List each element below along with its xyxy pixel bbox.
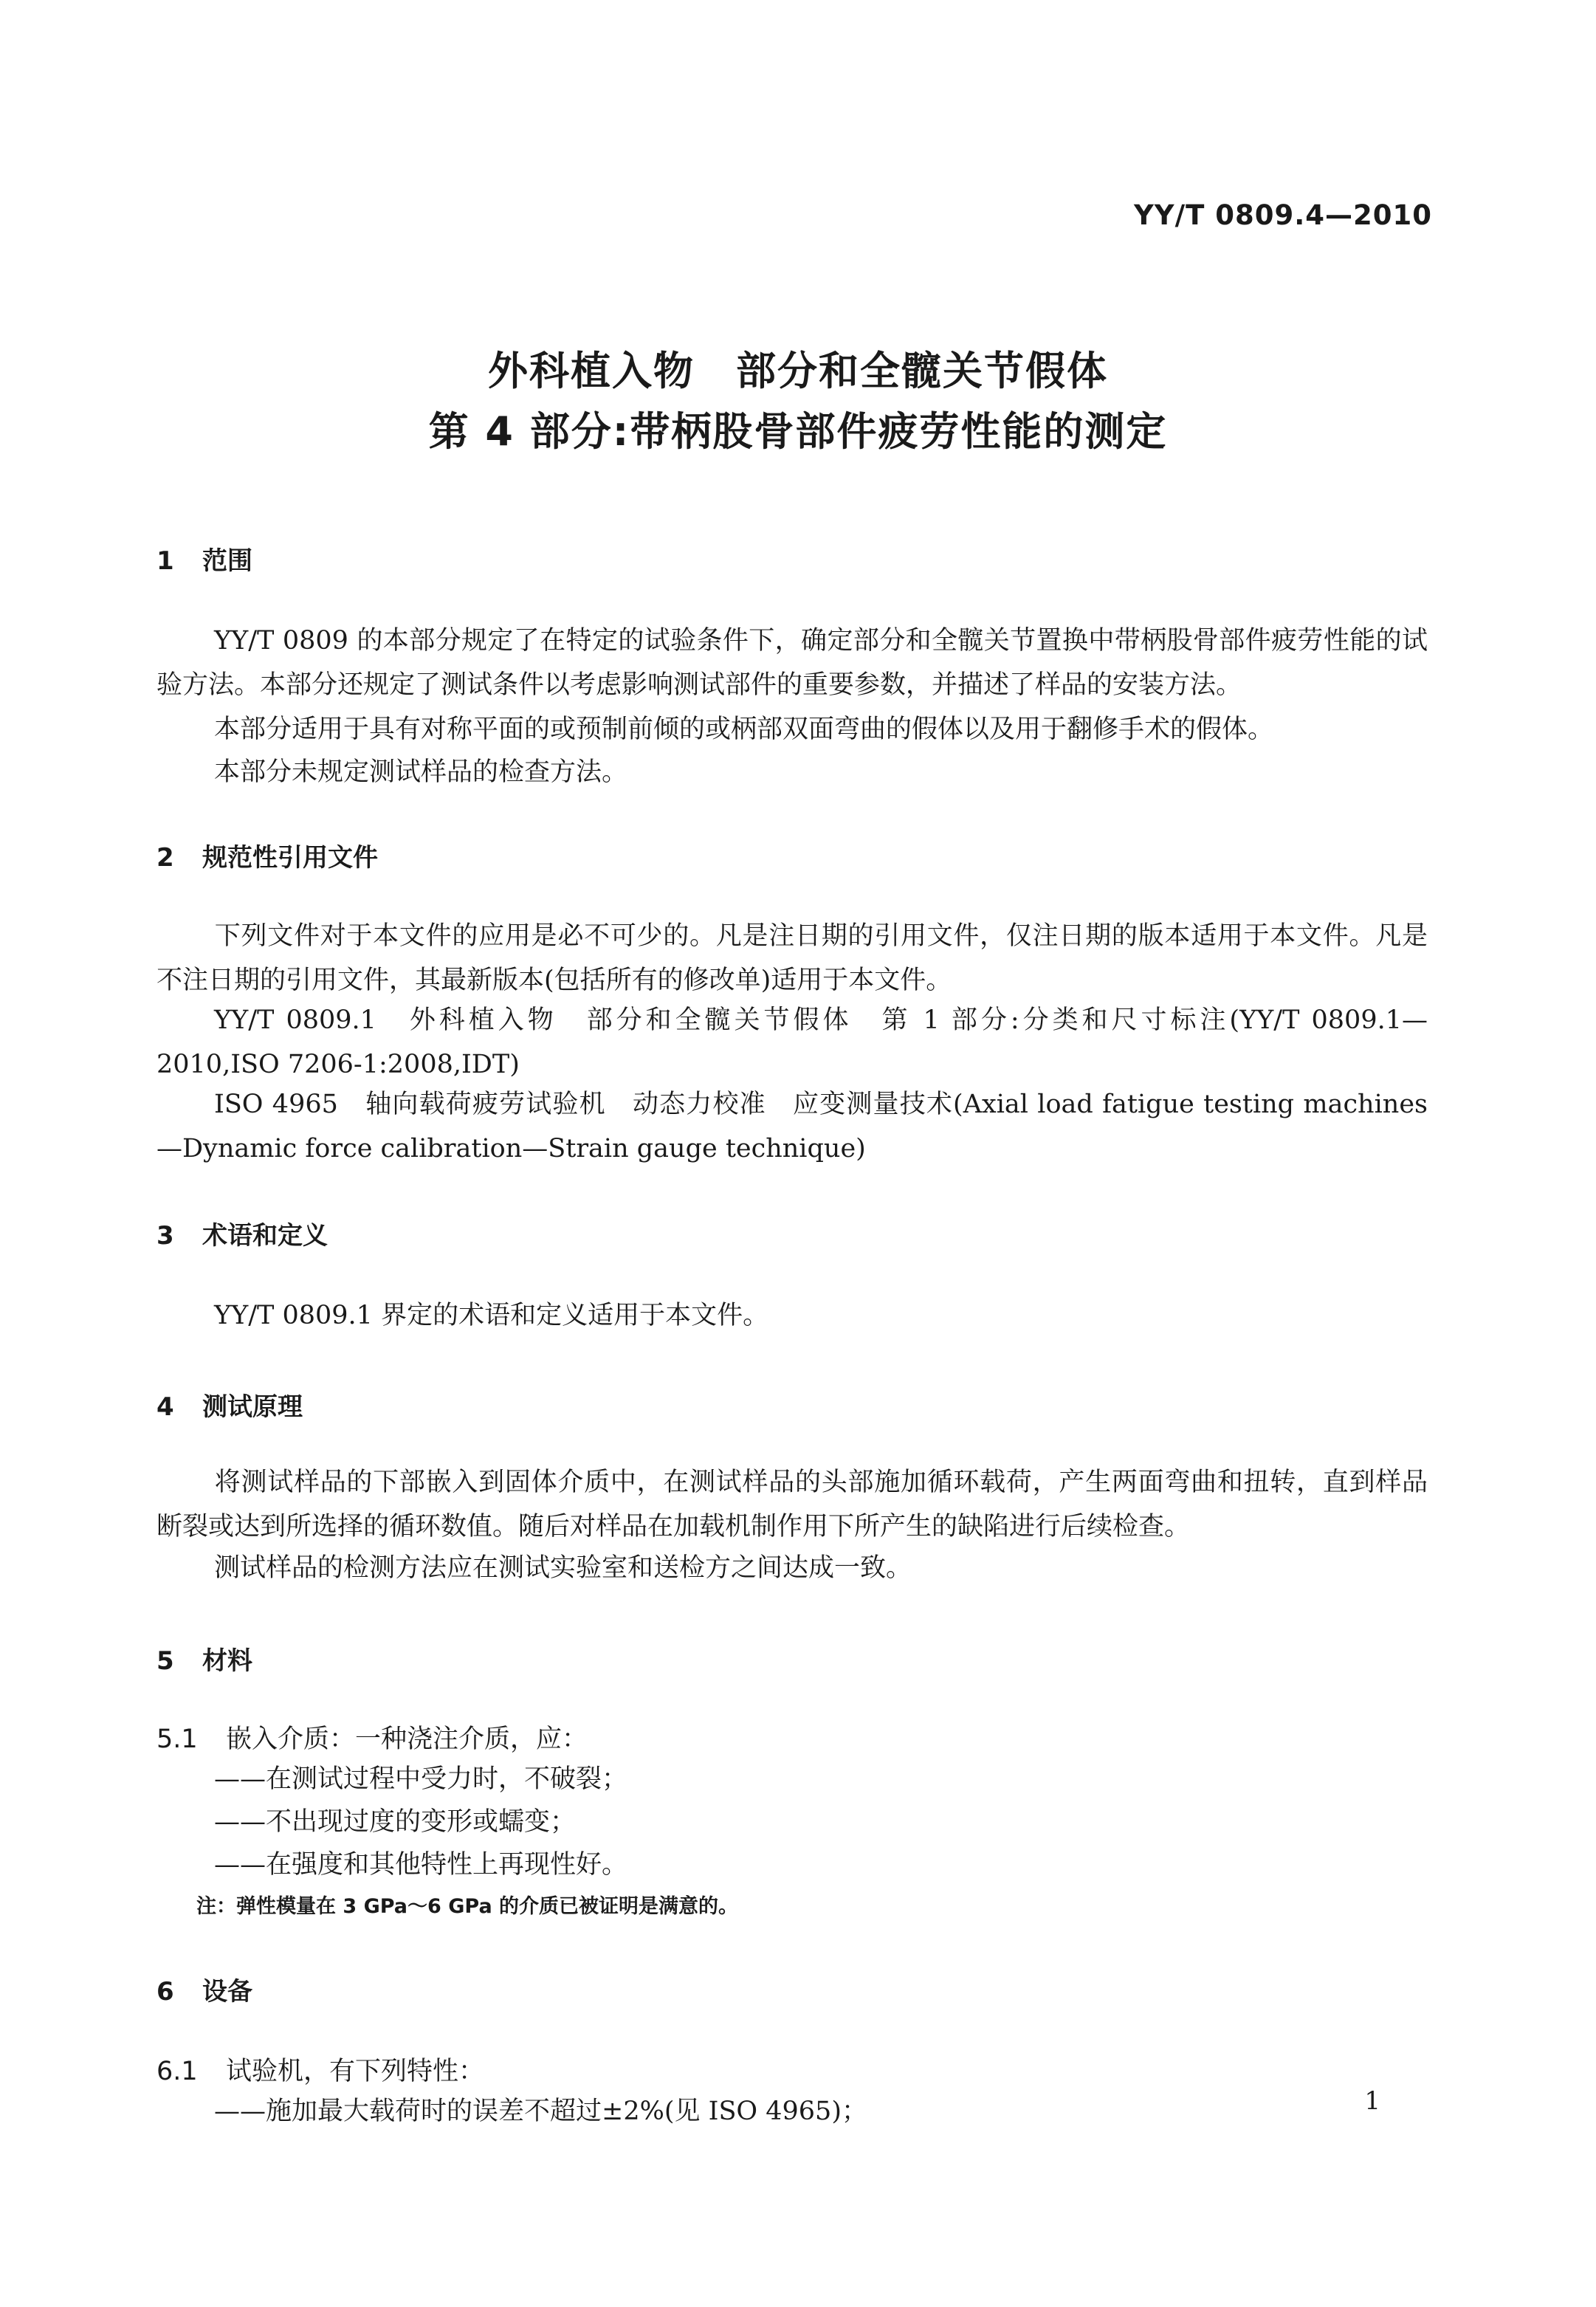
paragraph-text: 将测试样品的下部嵌入到固体介质中，在测试样品的头部施加循环载荷，产生两面弯曲和扭转，直到样品断裂或达到所选择的循环数值。随后对样品在加载机制作用下所产生的缺陷进行后续检查。 [156, 1468, 1428, 1541]
paragraph-text: 测试样品的检测方法应在测试实验室和送检方之间达成一致。 [214, 1553, 912, 1583]
section-4-heading [156, 1386, 303, 1423]
section-number: 6 [156, 1977, 174, 2007]
section-6-heading [156, 1971, 252, 2007]
section-1-heading [156, 540, 252, 577]
subsection-number: 6.1 [156, 2057, 198, 2086]
section-title: 测试原理 [202, 1392, 303, 1422]
section-2-paragraph-3 [156, 1082, 1428, 1171]
section-5-heading [156, 1640, 252, 1677]
paragraph-text: 下列文件对于本文件的应用是必不可少的。凡是注日期的引用文件，仅注日期的版本适用于本文件。凡是不注日期的引用文件，其最新版本(包括所有的修改单)适用于本文件。 [156, 921, 1428, 995]
subsection-text: 嵌入介质：一种浇注介质，应： [226, 1725, 588, 1754]
section-4-paragraph-2 [156, 1546, 1428, 1590]
section-title: 材料 [202, 1646, 252, 1676]
list-item: ——在测试过程中受力时，不破裂； [214, 1764, 628, 1794]
section-number: 4 [156, 1392, 174, 1422]
section-3-heading [156, 1215, 328, 1251]
paragraph-text: 本部分未规定测试样品的检查方法。 [214, 757, 628, 787]
paragraph-text: YY/T 0809.1 界定的术语和定义适用于本文件。 [214, 1301, 769, 1330]
document-title-line-1: 外科植入物 部分和全髋关节假体 [488, 348, 1108, 394]
list-item: ——不出现过度的变形或蠕变； [214, 1807, 577, 1837]
section-2-paragraph-1 [156, 914, 1428, 1003]
subsection-5-1 [156, 1717, 588, 1761]
section-1-paragraph-2 [156, 707, 1428, 752]
section-title: 术语和定义 [202, 1221, 328, 1251]
section-number: 5 [156, 1646, 174, 1676]
section-title: 规范性引用文件 [202, 843, 378, 873]
standard-number: YY/T 0809.4—2010 [1134, 199, 1432, 231]
paragraph-text: YY/T 0809 的本部分规定了在特定的试验条件下，确定部分和全髋关节置换中带柄股骨部件疲劳性能的试验方法。本部分还规定了测试条件以考虑影响测试部件的重要参数，并描述了样品的安装方法。 [156, 626, 1428, 700]
list-item: ——在强度和其他特性上再现性好。 [214, 1850, 628, 1880]
section-number: 3 [156, 1221, 174, 1251]
page-number: 1 [1364, 2086, 1380, 2116]
note: 注：弹性模量在 3 GPa～6 GPa 的介质已被证明是满意的。 [196, 1895, 739, 1918]
subsection-number: 5.1 [156, 1725, 198, 1754]
list-item: ——施加最大载荷时的误差不超过±2%(见 ISO 4965)； [214, 2097, 867, 2126]
section-2-heading [156, 837, 378, 873]
section-title: 范围 [202, 546, 252, 576]
document-title-line-2: 第 4 部分:带柄股骨部件疲劳性能的测定 [428, 408, 1168, 455]
subsection-text: 试验机，有下列特性： [226, 2057, 485, 2086]
section-title: 设备 [202, 1977, 252, 2007]
paragraph-text: YY/T 0809.1 外科植入物 部分和全髋关节假体 第 1 部分:分类和尺寸标注(YY/T 0809.1—2010,ISO 7206-1:2008,IDT) [156, 1005, 1428, 1079]
section-3-paragraph-1 [156, 1293, 1428, 1338]
section-2-paragraph-2 [156, 998, 1428, 1087]
section-number: 2 [156, 843, 174, 873]
paragraph-text: 本部分适用于具有对称平面的或预制前倾的或柄部双面弯曲的假体以及用于翻修手术的假体。 [214, 715, 1274, 744]
section-1-paragraph-3 [156, 750, 1428, 794]
subsection-6-1 [156, 2049, 484, 2094]
section-4-paragraph-1 [156, 1460, 1428, 1549]
paragraph-text: ISO 4965 轴向载荷疲劳试验机 动态力校准 应变测量技术(Axial load fatigue testing machines—Dynamic force calibration—Strain gauge technique) [156, 1090, 1428, 1163]
section-number: 1 [156, 546, 174, 576]
section-1-paragraph-1 [156, 619, 1428, 707]
